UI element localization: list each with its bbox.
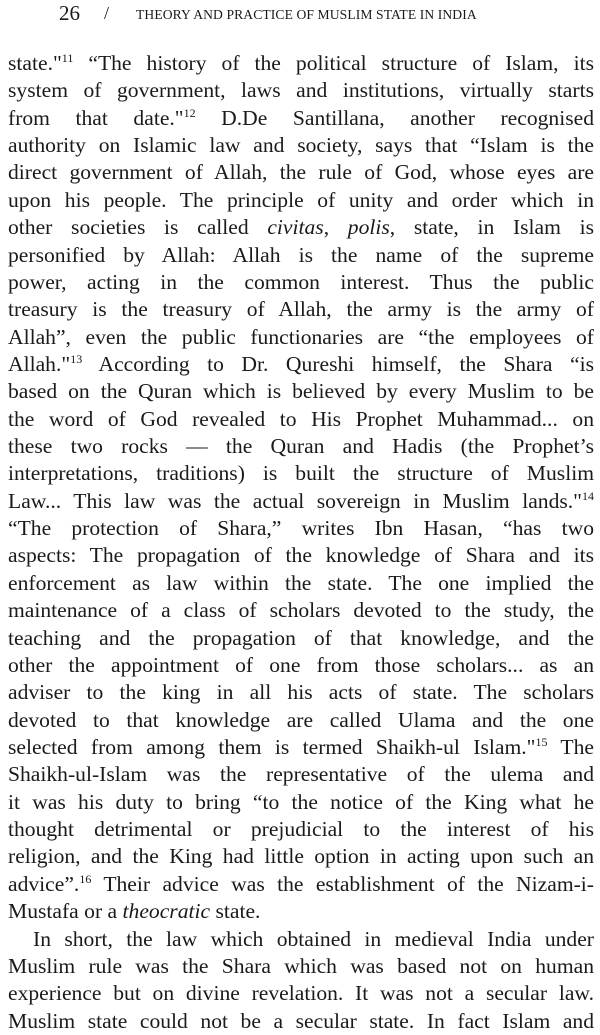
text-segment: based on the Quran which is believed by every Muslim to be	[8, 379, 594, 404]
text-segment: enforcement as law within the state. The one implied the	[8, 570, 594, 595]
footnote-marker: 13	[70, 351, 83, 366]
page-number: 26	[59, 1, 80, 25]
text-segment: devoted to that knowledge are called Ulama and the one	[8, 707, 594, 732]
text-segment: thought detrimental or prejudicial to the interest of his	[8, 817, 594, 842]
text-segment: Allah."	[8, 351, 71, 376]
running-header	[0, 0, 600, 30]
text-segment: Allah”, even the public functionaries are “the employees of	[8, 324, 594, 349]
text-line	[8, 597, 594, 624]
running-title: THEORY AND PRACTICE OF MUSLIM STATE IN INDIA	[136, 7, 477, 22]
text-segment: experience but on divine revelation. It was not a secular law.	[8, 981, 594, 1006]
footnote-marker: 16	[79, 871, 92, 886]
text-line	[8, 980, 594, 1007]
text-segment: authority on Islamic law and society, says that “Islam is the	[8, 133, 594, 158]
text-segment: Muslim rule was the Shara which was based not on human	[8, 953, 594, 978]
text-segment: Shaikh-ul-Islam was the representative of the ulema and	[8, 762, 594, 787]
text-line	[8, 816, 594, 843]
text-line	[8, 734, 594, 761]
text-segment: , state, in Islam is	[389, 215, 595, 240]
text-line	[8, 707, 594, 734]
text-line	[8, 50, 594, 77]
text-segment: interpretations, traditions) is built the structure of Muslim	[8, 461, 594, 486]
text-line	[8, 871, 594, 898]
text-line	[8, 843, 594, 870]
text-line	[8, 761, 594, 788]
text-line	[8, 679, 594, 706]
text-segment: system of government, laws and institutions, virtually starts	[8, 78, 594, 103]
text-line	[8, 378, 594, 405]
text-segment: teaching and the propagation of that knowledge, and the	[8, 625, 594, 650]
text-line	[8, 214, 594, 241]
text-segment: “The protection of Shara,” writes Ibn Hasan, “has two	[8, 516, 594, 541]
text-line	[8, 269, 594, 296]
text-line	[8, 488, 594, 515]
text-line	[8, 132, 594, 159]
footnote-marker: 15	[535, 734, 548, 749]
text-line	[8, 570, 594, 597]
italic-text: polis	[347, 215, 390, 240]
text-segment: Muslim state could not be a secular state. In fact Islam and	[8, 1008, 594, 1033]
text-line	[8, 105, 594, 132]
text-segment: from that date."	[8, 105, 184, 130]
text-segment: In short, the law which obtained in medieval India under	[33, 926, 594, 951]
text-segment: According to Dr. Qureshi himself, the Shara “is	[82, 351, 594, 376]
text-segment: Mustafa or a	[8, 899, 123, 924]
text-line	[8, 433, 594, 460]
text-line	[8, 351, 594, 378]
text-line	[8, 1008, 594, 1035]
text-segment: direct government of Allah, the rule of God, whose eyes are	[8, 160, 594, 185]
text-line	[8, 625, 594, 652]
italic-text: theocratic	[122, 899, 211, 924]
text-segment: advice”.	[8, 871, 80, 896]
text-line	[8, 789, 594, 816]
text-line	[8, 159, 594, 186]
text-line	[8, 187, 594, 214]
text-segment: the word of God revealed to His Prophet Muhammad... on	[8, 406, 594, 431]
text-segment: The	[547, 734, 594, 759]
text-segment: these two rocks — the Quran and Hadis (the Prophet’s	[8, 434, 594, 459]
text-line	[8, 515, 594, 542]
body-text	[8, 50, 594, 1035]
text-segment: Their advice was the establishment of the Nizam-i-	[91, 871, 594, 896]
text-segment: other societies is called	[8, 215, 268, 240]
text-line	[8, 926, 594, 953]
text-segment: Law... This law was the actual sovereign in Muslim lands."	[8, 488, 582, 513]
text-line	[8, 542, 594, 569]
text-line	[8, 77, 594, 104]
header-separator: /	[104, 3, 110, 23]
text-segment: ,	[323, 215, 348, 240]
text-segment: other the appointment of one from those scholars... as an	[8, 652, 594, 677]
text-segment: adviser to the king in all his acts of state. The scholars	[8, 680, 594, 705]
text-segment: selected from among them is termed Shaikh-ul Islam."	[8, 734, 536, 759]
text-line	[8, 953, 594, 980]
text-line	[8, 460, 594, 487]
text-line	[8, 652, 594, 679]
text-segment: personified by Allah: Allah is the name of the supreme	[8, 242, 594, 267]
text-segment: religion, and the King had little option in acting upon such an	[8, 844, 594, 869]
text-line	[8, 242, 594, 269]
text-line	[8, 898, 594, 925]
text-line	[8, 406, 594, 433]
text-segment: “The history of the political structure of Islam, its	[73, 51, 594, 75]
text-segment: state.	[210, 899, 261, 924]
text-segment: it was his duty to bring “to the notice of the King what he	[8, 789, 594, 814]
footnote-marker: 12	[183, 105, 196, 120]
text-segment: upon his people. The principle of unity and order which in	[8, 187, 594, 212]
text-segment: D.De Santillana, another recognised	[195, 105, 594, 130]
text-segment: power, acting in the common interest. Thus the public	[8, 269, 594, 294]
italic-text: civitas	[267, 215, 324, 240]
footnote-marker: 14	[582, 488, 594, 503]
text-segment: treasury is the treasury of Allah, the army is the army of	[8, 297, 594, 322]
text-segment: maintenance of a class of scholars devoted to the study, the	[8, 598, 594, 623]
text-line	[8, 296, 594, 323]
text-line	[8, 324, 594, 351]
text-segment: aspects: The propagation of the knowledge of Shara and its	[8, 543, 594, 568]
footnote-marker: 11	[61, 51, 74, 65]
text-segment: state."	[8, 51, 62, 75]
